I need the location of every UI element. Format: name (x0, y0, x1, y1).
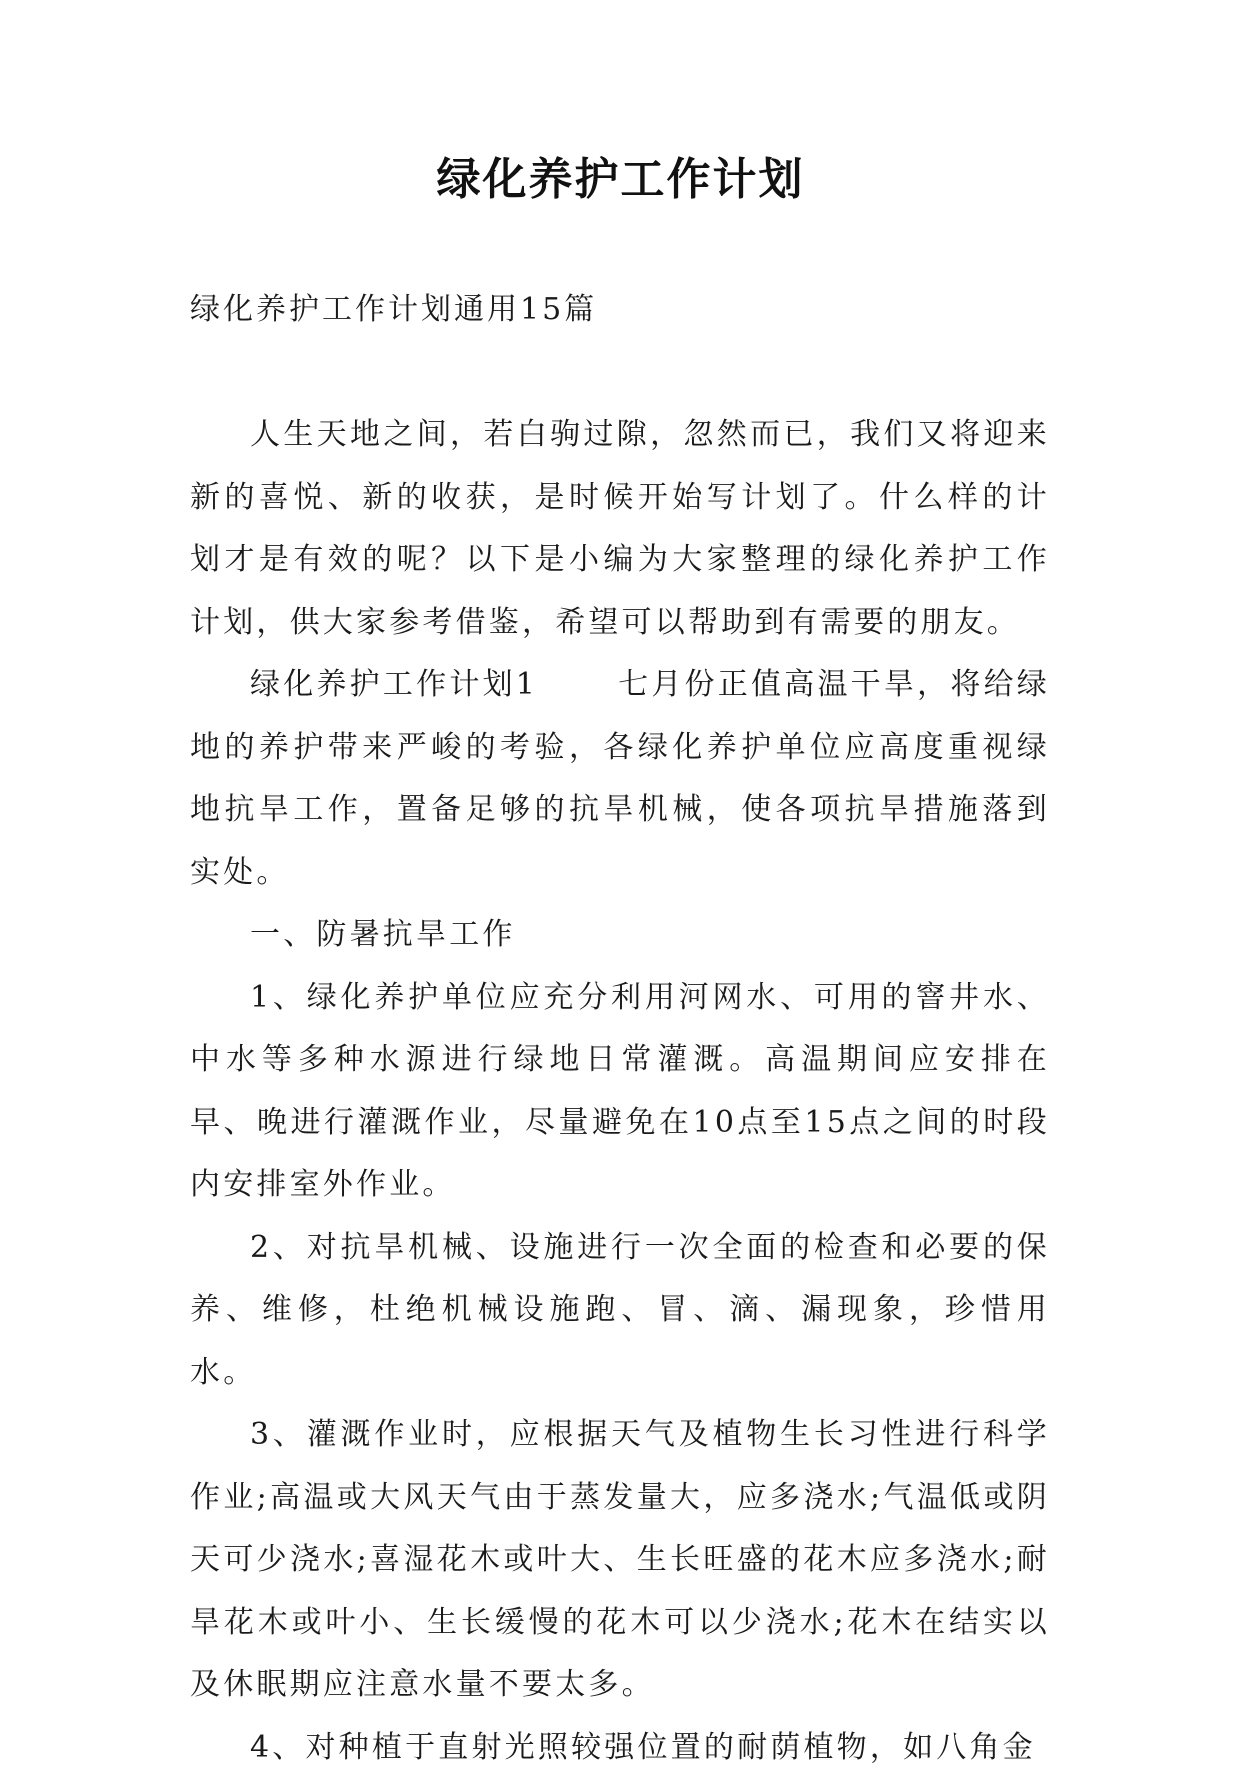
section-heading: 绿化养护工作计划1 (250, 667, 538, 702)
document-body (190, 404, 1050, 1779)
item-2-paragraph: 2、对抗旱机械、设施进行一次全面的检查和必要的保养、维修，杜绝机械设施跑、冒、滴、漏现象，珍惜用水。 (190, 1217, 1050, 1405)
plan-1-text: 七月份正值高温干旱，将给绿地的养护带来严峻的考验，各绿化养护单位应高度重视绿地抗旱工作，置备足够的抗旱机械，使各项抗旱措施落到实处。 (190, 667, 1050, 890)
item-4-paragraph: 4、对种植于直射光照较强位置的耐荫植物，如八角金 (190, 1717, 1050, 1779)
plan-1-paragraph (190, 654, 1050, 904)
section-heading-1: 一、防暑抗旱工作 (190, 904, 1050, 967)
document-subtitle: 绿化养护工作计划通用15篇 (190, 288, 597, 332)
item-3-paragraph: 3、灌溉作业时，应根据天气及植物生长习性进行科学作业;高温或大风天气由于蒸发量大，应多浇水;气温低或阴天可少浇水;喜湿花木或叶大、生长旺盛的花木应多浇水;耐旱花木或叶小、生长缓慢的花木可以少浇水;花木在结实以及休眠期应注意水量不要太多。 (190, 1404, 1050, 1717)
intro-paragraph: 人生天地之间，若白驹过隙，忽然而已，我们又将迎来新的喜悦、新的收获，是时候开始写计划了。什么样的计划才是有效的呢？以下是小编为大家整理的绿化养护工作计划，供大家参考借鉴，希望可以帮助到有需要的朋友。 (190, 404, 1050, 654)
item-1-paragraph: 1、绿化养护单位应充分利用河网水、可用的窨井水、中水等多种水源进行绿地日常灌溉。高温期间应安排在早、晚进行灌溉作业，尽量避免在10点至15点之间的时段内安排室外作业。 (190, 967, 1050, 1217)
document-title: 绿化养护工作计划 (0, 150, 1241, 210)
